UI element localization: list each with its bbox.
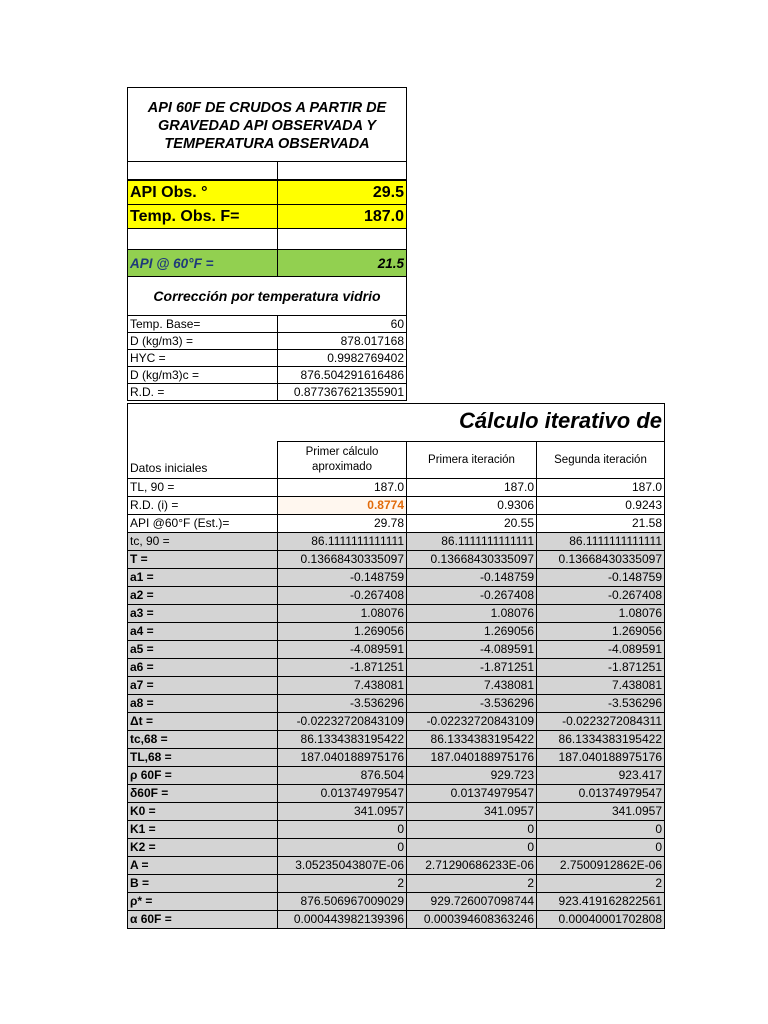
- table-cell[interactable]: -4.089591: [277, 640, 407, 659]
- table-cell[interactable]: 2: [277, 874, 407, 893]
- table-cell[interactable]: 187.040188975176: [406, 748, 537, 767]
- api-60f-label: API @ 60°F =: [127, 249, 278, 277]
- api-60f-value[interactable]: 21.5: [277, 249, 407, 277]
- table-row-label: a1 =: [127, 568, 278, 587]
- table-row-label: B =: [127, 874, 278, 893]
- table-cell[interactable]: 0.01374979547: [536, 784, 665, 803]
- table-cell[interactable]: -4.089591: [406, 640, 537, 659]
- table-cell[interactable]: 341.0957: [406, 802, 537, 821]
- table-cell[interactable]: 923.419162822561: [536, 892, 665, 911]
- table-row-label: a7 =: [127, 676, 278, 695]
- table-row-label: a5 =: [127, 640, 278, 659]
- table-row-label: API @60°F (Est.)=: [127, 514, 278, 533]
- correction-row-label: R.D. =: [127, 383, 278, 401]
- table-cell[interactable]: 7.438081: [536, 676, 665, 695]
- table-cell[interactable]: 0: [536, 820, 665, 839]
- table-row-label: K0 =: [127, 802, 278, 821]
- table-row-label: a4 =: [127, 622, 278, 641]
- table-cell[interactable]: -0.148759: [277, 568, 407, 587]
- table-cell[interactable]: 0.13668430335097: [406, 550, 537, 569]
- table-cell[interactable]: 20.55: [406, 514, 537, 533]
- table-cell[interactable]: -0.267408: [536, 586, 665, 605]
- correction-row-label: Temp. Base=: [127, 315, 278, 333]
- table-cell[interactable]: 1.08076: [406, 604, 537, 623]
- table-row-label: a2 =: [127, 586, 278, 605]
- table-row-label: ρ 60F =: [127, 766, 278, 785]
- table-cell[interactable]: -0.02232720843109: [277, 712, 407, 731]
- table-cell[interactable]: 187.0: [536, 478, 665, 497]
- blank-cell[interactable]: [127, 228, 278, 250]
- table-cell[interactable]: 0.9306: [406, 496, 537, 515]
- table-cell[interactable]: 923.417: [536, 766, 665, 785]
- correction-row-value[interactable]: 0.9982769402: [277, 349, 407, 367]
- datos-iniciales-header: Datos iniciales: [127, 441, 278, 479]
- table-cell[interactable]: 1.08076: [277, 604, 407, 623]
- table-cell[interactable]: 876.506967009029: [277, 892, 407, 911]
- table-cell[interactable]: 0: [277, 820, 407, 839]
- table-row-label: K2 =: [127, 838, 278, 857]
- table-cell[interactable]: 0.01374979547: [277, 784, 407, 803]
- correction-row-value[interactable]: 876.504291616486: [277, 366, 407, 384]
- iterative-title: Cálculo iterativo de: [459, 408, 662, 433]
- table-cell[interactable]: 21.58: [536, 514, 665, 533]
- table-cell[interactable]: 0.13668430335097: [277, 550, 407, 569]
- table-row-label: tc,68 =: [127, 730, 278, 749]
- table-cell[interactable]: 2.7500912862E-06: [536, 856, 665, 875]
- table-cell[interactable]: -3.536296: [406, 694, 537, 713]
- table-cell[interactable]: 1.08076: [536, 604, 665, 623]
- table-cell[interactable]: 0.00040001702808: [536, 910, 665, 929]
- correction-title: Corrección por temperatura vidrio: [127, 277, 407, 315]
- table-cell[interactable]: 2: [406, 874, 537, 893]
- table-cell[interactable]: -4.089591: [536, 640, 665, 659]
- correction-row-value[interactable]: 60: [277, 315, 407, 333]
- table-cell[interactable]: 0: [406, 838, 537, 857]
- correction-row-value[interactable]: 878.017168: [277, 332, 407, 350]
- table-cell[interactable]: 341.0957: [277, 802, 407, 821]
- table-cell[interactable]: 2: [536, 874, 665, 893]
- table-row-label: TL,68 =: [127, 748, 278, 767]
- table-cell[interactable]: 86.1334383195422: [536, 730, 665, 749]
- col-header-segunda-iteracion: Segunda iteración: [536, 441, 665, 479]
- correction-row-label: HYC =: [127, 349, 278, 367]
- table-row-label: a6 =: [127, 658, 278, 677]
- table-row-label: T =: [127, 550, 278, 569]
- table-cell[interactable]: 7.438081: [406, 676, 537, 695]
- table-cell[interactable]: -1.871251: [406, 658, 537, 677]
- table-cell[interactable]: 929.726007098744: [406, 892, 537, 911]
- table-cell[interactable]: -1.871251: [277, 658, 407, 677]
- table-cell[interactable]: 0.000394608363246: [406, 910, 537, 929]
- correction-row-label: D (kg/m3)c =: [127, 366, 278, 384]
- table-cell[interactable]: -0.148759: [406, 568, 537, 587]
- table-cell[interactable]: 187.040188975176: [277, 748, 407, 767]
- table-cell[interactable]: -3.536296: [536, 694, 665, 713]
- table-row-label: ρ* =: [127, 892, 278, 911]
- table-cell[interactable]: 341.0957: [536, 802, 665, 821]
- table-cell[interactable]: 0.8774: [277, 496, 407, 515]
- table-cell[interactable]: 7.438081: [277, 676, 407, 695]
- table-cell[interactable]: 187.0: [277, 478, 407, 497]
- table-cell[interactable]: -3.536296: [277, 694, 407, 713]
- api-obs-value[interactable]: 29.5: [277, 180, 407, 205]
- table-cell[interactable]: 187.040188975176: [536, 748, 665, 767]
- table-cell[interactable]: 86.1111111111111: [536, 532, 665, 551]
- table-cell[interactable]: 187.0: [406, 478, 537, 497]
- blank-cell[interactable]: [127, 161, 278, 180]
- table-cell[interactable]: 86.1111111111111: [277, 532, 407, 551]
- table-row-label: a3 =: [127, 604, 278, 623]
- table-row-label: A =: [127, 856, 278, 875]
- page-title: API 60F DE CRUDOS A PARTIR DE GRAVEDAD API OBSERVADA Y TEMPERATURA OBSERVADA: [127, 87, 407, 161]
- table-row-label: δ60F =: [127, 784, 278, 803]
- table-cell[interactable]: 0.01374979547: [406, 784, 537, 803]
- table-cell[interactable]: -0.02232720843109: [406, 712, 537, 731]
- table-cell[interactable]: 0: [406, 820, 537, 839]
- temp-obs-label: Temp. Obs. F=: [127, 204, 278, 229]
- table-cell[interactable]: 0: [536, 838, 665, 857]
- table-row-label: a8 =: [127, 694, 278, 713]
- table-cell[interactable]: 1.269056: [406, 622, 537, 641]
- table-cell[interactable]: 86.1111111111111: [406, 532, 537, 551]
- table-cell[interactable]: -0.267408: [277, 586, 407, 605]
- table-cell[interactable]: 0.13668430335097: [536, 550, 665, 569]
- table-cell[interactable]: 929.723: [406, 766, 537, 785]
- temp-obs-value[interactable]: 187.0: [277, 204, 407, 229]
- table-row-label: TL, 90 =: [127, 478, 278, 497]
- table-cell[interactable]: 29.78: [277, 514, 407, 533]
- table-row-label: α 60F =: [127, 910, 278, 929]
- table-row-label: R.D. (i) =: [127, 496, 278, 515]
- table-cell[interactable]: -0.267408: [406, 586, 537, 605]
- blank-cell[interactable]: [277, 161, 407, 180]
- table-row-label: Δt =: [127, 712, 278, 731]
- table-cell[interactable]: 876.504: [277, 766, 407, 785]
- iterative-header: [127, 403, 665, 441]
- col-header-primer-calculo: Primer cálculo aproximado: [277, 441, 407, 479]
- table-cell[interactable]: 2.71290686233E-06: [406, 856, 537, 875]
- blank-cell[interactable]: [277, 228, 407, 250]
- table-row-label: K1 =: [127, 820, 278, 839]
- col-header-primera-iteracion: Primera iteración: [406, 441, 537, 479]
- correction-row-label: D (kg/m3) =: [127, 332, 278, 350]
- table-cell[interactable]: -1.871251: [536, 658, 665, 677]
- table-cell[interactable]: 1.269056: [277, 622, 407, 641]
- table-cell[interactable]: 0.9243: [536, 496, 665, 515]
- api-obs-label: API Obs. °: [127, 180, 278, 205]
- table-cell[interactable]: -0.0223272084311: [536, 712, 665, 731]
- table-cell[interactable]: 0.000443982139396: [277, 910, 407, 929]
- table-cell[interactable]: 86.1334383195422: [406, 730, 537, 749]
- table-row-label: tc, 90 =: [127, 532, 278, 551]
- table-cell[interactable]: 86.1334383195422: [277, 730, 407, 749]
- table-cell[interactable]: 1.269056: [536, 622, 665, 641]
- correction-row-value[interactable]: 0.877367621355901: [277, 383, 407, 401]
- table-cell[interactable]: 3.05235043807E-06: [277, 856, 407, 875]
- table-cell[interactable]: 0: [277, 838, 407, 857]
- table-cell[interactable]: -0.148759: [536, 568, 665, 587]
